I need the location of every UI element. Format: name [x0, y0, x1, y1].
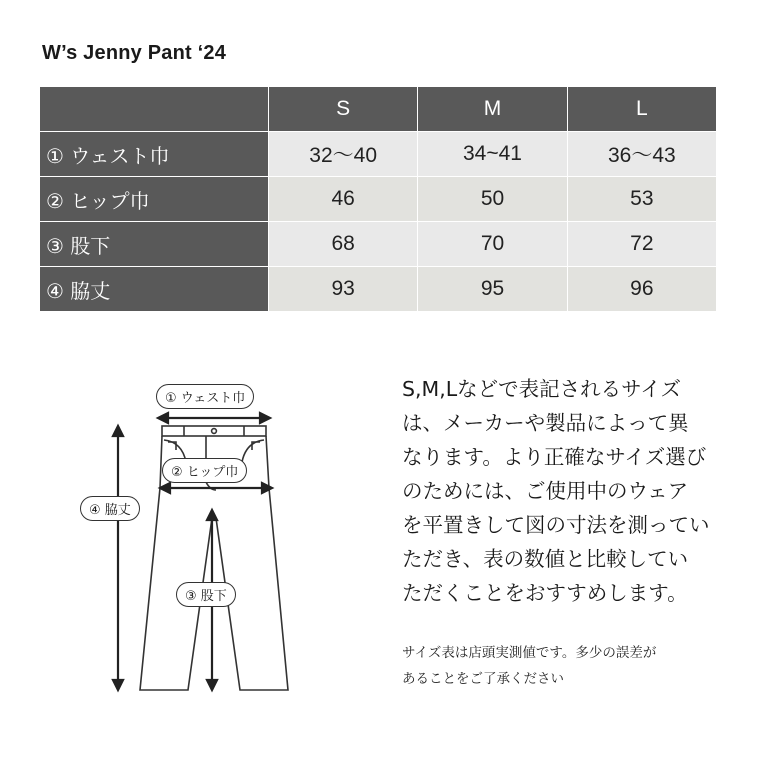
- row-label-side-length: ④ 脇丈: [40, 267, 269, 312]
- inseam-label: ③ 股下: [176, 582, 236, 607]
- description-line: ただくことをおすすめします。: [402, 581, 688, 605]
- table-cell: 93: [269, 267, 418, 312]
- table-cell: 95: [418, 267, 567, 312]
- size-description: [402, 372, 742, 610]
- description-line: は、メーカーや製品によって異: [402, 411, 689, 435]
- table-cell: 32〜40: [269, 132, 418, 177]
- pants-diagram: [76, 378, 366, 698]
- waist-label: ① ウェスト巾: [156, 384, 254, 409]
- table-cell: 34~41: [418, 132, 567, 177]
- description-line: を平置きして図の寸法を測ってい: [402, 513, 710, 537]
- table-cell: 68: [269, 222, 418, 267]
- table-row-inseam: [40, 222, 717, 267]
- table-row-side-length: [40, 267, 717, 312]
- table-cell: 50: [418, 177, 567, 222]
- note-line: あることをご了承ください: [402, 671, 564, 687]
- table-cell: 72: [567, 222, 716, 267]
- table-cell: 53: [567, 177, 716, 222]
- description-line: なります。より正確なサイズ選び: [402, 445, 707, 469]
- row-label-waist: ① ウェスト巾: [40, 132, 269, 177]
- waistband-shape: [162, 426, 266, 436]
- row-label-hip: ② ヒップ巾: [40, 177, 269, 222]
- table-cell: 96: [567, 267, 716, 312]
- note-line: サイズ表は店頭実測値です。多少の誤差が: [402, 645, 657, 661]
- table-cell: 36〜43: [567, 132, 716, 177]
- description-line: ただき、表の数値と比較してい: [402, 547, 689, 571]
- pants-illustration: [76, 378, 366, 698]
- hip-label: ② ヒップ巾: [162, 458, 247, 483]
- size-column-header: L: [567, 87, 716, 132]
- description-line: のためには、ご使用中のウェア: [402, 479, 689, 503]
- size-column-header: S: [269, 87, 418, 132]
- side-length-label: ④ 脇丈: [80, 496, 140, 521]
- measurement-note: [402, 640, 742, 692]
- table-corner-cell: [40, 87, 269, 132]
- table-row-waist: [40, 132, 717, 177]
- row-label-inseam: ③ 股下: [40, 222, 269, 267]
- table-row-hip: [40, 177, 717, 222]
- table-cell: 46: [269, 177, 418, 222]
- description-line: S,M,Lなどで表記されるサイズ: [402, 377, 682, 401]
- table-cell: 70: [418, 222, 567, 267]
- size-table: [39, 86, 717, 312]
- size-table-header-row: [40, 87, 717, 132]
- page-title: W’s Jenny Pant ‘24: [42, 42, 227, 64]
- size-column-header: M: [418, 87, 567, 132]
